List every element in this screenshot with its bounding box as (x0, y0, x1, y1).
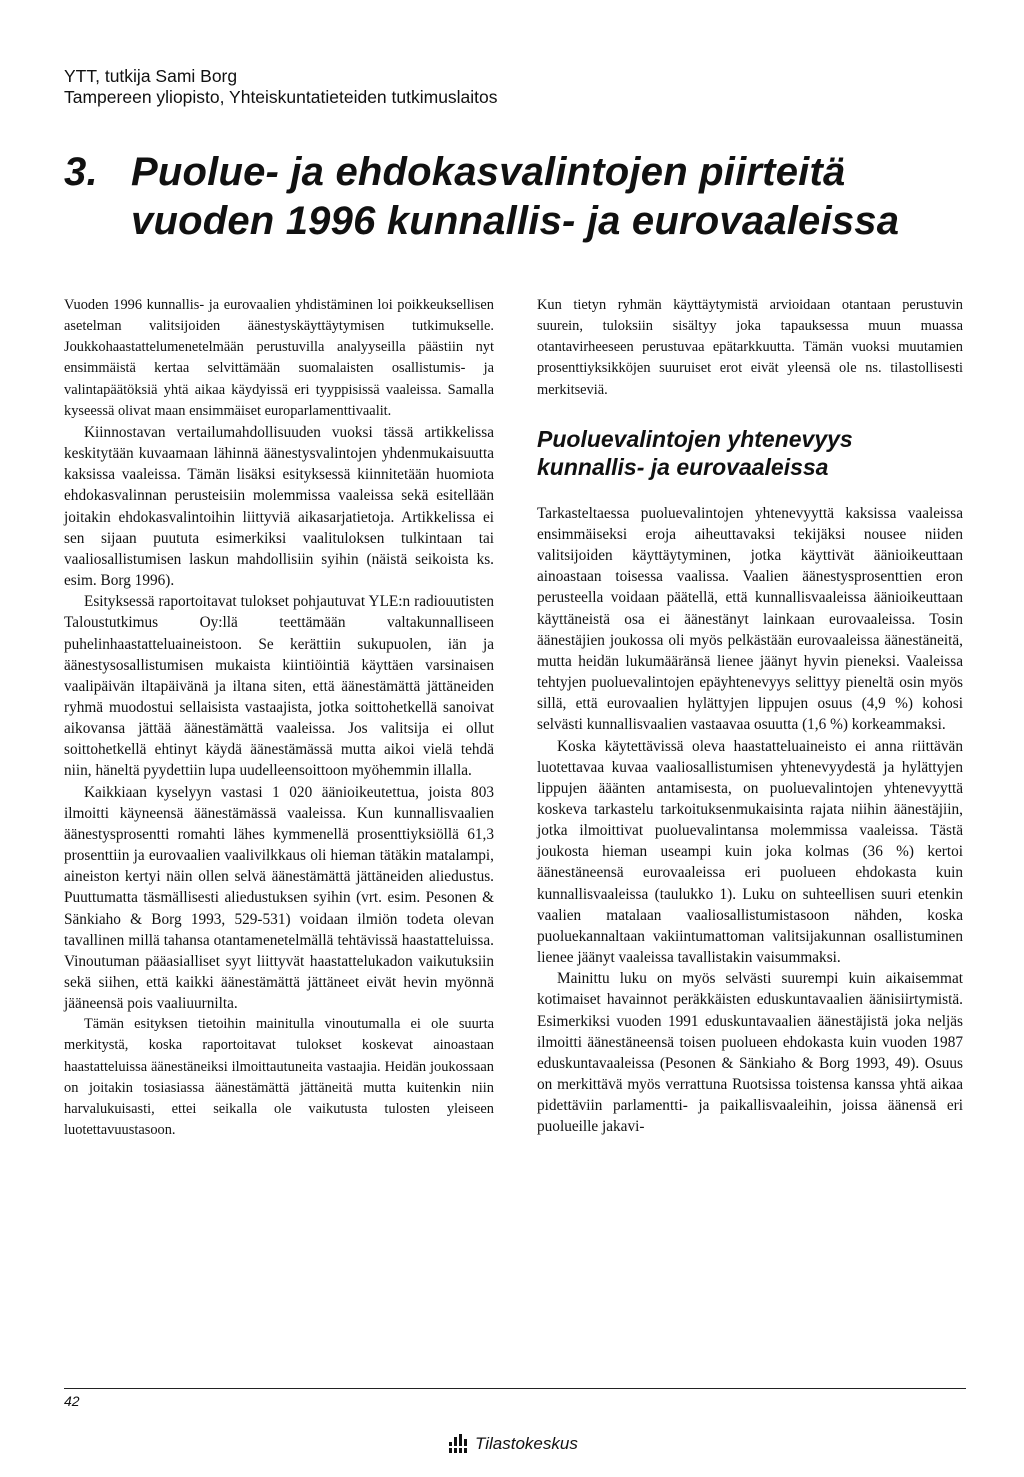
title-line-2: vuoden 1996 kunnallis- ja eurovaaleissa (131, 199, 900, 243)
subheading-line-1: Puoluevalintojen yhtenevyys (537, 425, 853, 452)
paragraph: Koska käytettävissä oleva haastatteluaineisto ei anna riittävän luotettavaa kuvaa vaaliosallistumisen yhtenevyydestä ja hylättyjen lippujen ääänten antamisesta, on puoluevalintojen yhtenevyyttä koskeva tarkastelu tarkoituksenmukaisinta rajata niihin äänestäjiin, jotka ilmoittivat puoluevalintansa molemmissa vaaleissa. Tästä joukosta hieman useampi kuin joka kolmas (36 %) kertoi äänestäneensä eurovaaleissa eri puolueen ehdokasta kuin kunnallisvaaleissa (taulukko 1). Luku on suhteellisen suuri etenkin vaalien matalaan vaaliosallistumistasoon nähden, koska puoluekannaltaan vakiintumattoman valitsijakunnan osallistuminen lienee jäänyt vaaleissa tavallistakin vaisummaksi. (537, 737, 963, 967)
paragraph: Kaikkiaan kyselyyn vastasi 1 020 äänioikeutettua, joista 803 ilmoitti käyneensä äänestämässä vaaleissa. Kun kunnallisvaalien äänestysprosentti romahti lähes kymmenellä prosenttiyksiöllä 61,3 prosenttiin ja eurovaalien vaalivilkkaus oli hieman tätäkin matalampi, aineiston kertyi näin ollen selvä äänestämättä jättäneiden aliedustus. Puuttumatta täsmällisesti aliedustuksen syihin (vrt. esim. Pesonen & Sänkiaho & Borg 1993, 529-531) voidaan ilmiön todeta olevan tavallinen millä tahansa otantamenetelmällä tehtävissä haastatteluissa. Vinoutuman pääasialliset syyt liittyvät haastattelukadon vaikutuksiin sekä siihen, että kaikki äänestämättä jättäneet eivät hevin myönnä jääneensä pois vaaliuurnilta. (64, 783, 494, 1013)
paragraph: Kiinnostavan vertailumahdollisuuden vuoksi tässä artikkelissa keskitytään kuvaamaan lähinnä äänestysvalintojen yhdenmukaisuutta kaksissa vaaleissa. Tämän lisäksi esityksessä kiinnitetään huomiota ehdokasvalinnan perusteisiin molemmissa vaaleissa sekä esitellään joitakin ehdokasvalintoihin liittyviä aikasarjatietoja. Artikkelissa ei sen sijaan puututa esimerkiksi vaalituloksen tulkintaan tai vaaliosallistumisen laskun mahdollisiin syihin (näistä seikoista ks. esim. Borg 1996). (64, 423, 494, 590)
author-header (64, 66, 944, 108)
publisher-brand (447, 1433, 578, 1455)
paragraph: Tämän esityksen tietoihin mainitulla vinoutumalla ei ole suurta merkitystä, koska raportoitavat tulokset koskevat ainoastaan haastatteluissa äänestäneiksi ilmoittautuneita vastaajia. Heidän joukossaan on joitakin tosiasiassa äänestämättä jättäneitä mutta kuitenkin niin harvalukuisasti, ettei seikalla ole vaikutusta tulosten yleiseen luotettavuustasoon. (64, 1016, 494, 1139)
tilastokeskus-logo-icon (447, 1433, 469, 1455)
paragraph: Vuoden 1996 kunnallis- ja eurovaalien yhdistäminen loi poikkeuksellisen asetelman valitsijoiden äänestyskäyttäytymisen tutkimukselle. Joukkohaastattelumenetelmään perustuvilla analyyseilla päästiin nyt ensimmäistä kertaa selvittämään suomalaisten osallistumis- ja valintapäätöksiä yhtä aikaa käydyissä eri tyyppisissä vaaleissa. Samalla kyseessä olivat maan ensimmäiset europarlamenttivaalit. (64, 297, 494, 419)
subheading-line-2: kunnallis- ja eurovaaleissa (537, 453, 829, 480)
title-line-1: Puolue- ja ehdokasvalintojen piirteitä (131, 150, 846, 194)
right-column (537, 295, 963, 1137)
chapter-number: 3. (64, 150, 98, 194)
institution-line: Tampereen yliopisto, Yhteiskuntatieteiden tutkimuslaitos (64, 87, 498, 107)
paragraph: Mainittu luku on myös selvästi suurempi kuin aikaisemmat kotimaiset havainnot peräkkäisten eduskuntavaalien äänisiirtymistä. Esimerkiksi vuoden 1991 eduskuntavaalien äänestäjistä joka neljäs ilmoitti äänestäneensä toisen puolueen ehdokasta kuin vuoden 1987 eduskuntavaaleissa (Pesonen & Sänkiaho & Borg 1993, 49). Osuus on merkittävä myös verrattuna Ruotsissa toistensa kanssa yhtä aikaa pidettäviin parlamentti- ja paikallisvaaleihin, joissa äänensä eri puolueille jakavi- (537, 970, 963, 1136)
paragraph: Esityksessä raportoitavat tulokset pohjautuvat YLE:n radiouutisten Taloustutkimus Oy:llä teettämään valtakunnalliseen puhelinhaastatteluaineistoon. Se kerättiin sukupuolen, iän ja äänestysosallistumisen mukaista kiintiöintiä käyttäen varsinaisen vaalipäivän iltapäivänä ja iltana siten, että äänestämättä jättäneiden ryhmä muodostui sellaisista vastaajista, jotka soittohetkellä sanoivat aikovansa jättää äänestämättä vaaleissa. Jos valitsija ei ollut soittohetkellä ehtinyt käydä äänestämässä mutta aikoi vielä tehdä niin, häneltä pyydettiin lupa uudelleensoittoon myöhemmin illalla. (64, 593, 494, 780)
article-title (64, 148, 984, 246)
author-line: YTT, tutkija Sami Borg (64, 66, 238, 86)
section-subheading (537, 425, 963, 481)
footer-divider (64, 1388, 966, 1389)
paragraph: Tarkasteltaessa puoluevalintojen yhtenevyyttä kaksissa vaaleissa ensimmäiseksi eroja aiheuttavaksi tekijäksi nousee niiden valitsijoiden käyttäytyminen, jotka käyttivät äänioikeuttaan ainoastaan toisessa vaalissa. Vaalien äänestysprosenttien eron perusteella voidaan päätellä, että kunnallisvaaleissa äänioikeuttaan käyttäneistä osa ei äänestänyt lainkaan eurovaaleissa. Tosin äänestäjien joukossa oli myös pelkästään eurovaaleissa äänestäneitä, mutta heidän lukumääränsä lienee jäänyt hyvin pieneksi. Vaaleissa tehtyjen puoluevalintojen epäyhtenevyys selittyy pieneltä osin myös sillä, että eurovaalien hylättyjen lippujen osuus (4,9 %) kohosi selvästi kunnallisvaalien vastaavaa osuutta (1,6 %) korkeammaksi. (537, 504, 963, 734)
paragraph: Kun tietyn ryhmän käyttäytymistä arvioidaan otantaan perustuvin suurein, tuloksiin sisältyy joka tapauksessa muun muassa otantavirheeseen perustuvaa epätarkkuutta. Tämän vuoksi muutamien prosenttiyksikköjen suuruiset erot eivät yleensä ole ns. tilastollisesti merkitseviä. (537, 297, 963, 398)
brand-name: Tilastokeskus (475, 1434, 578, 1453)
left-column (64, 295, 494, 1141)
page-number: 42 (64, 1393, 80, 1409)
